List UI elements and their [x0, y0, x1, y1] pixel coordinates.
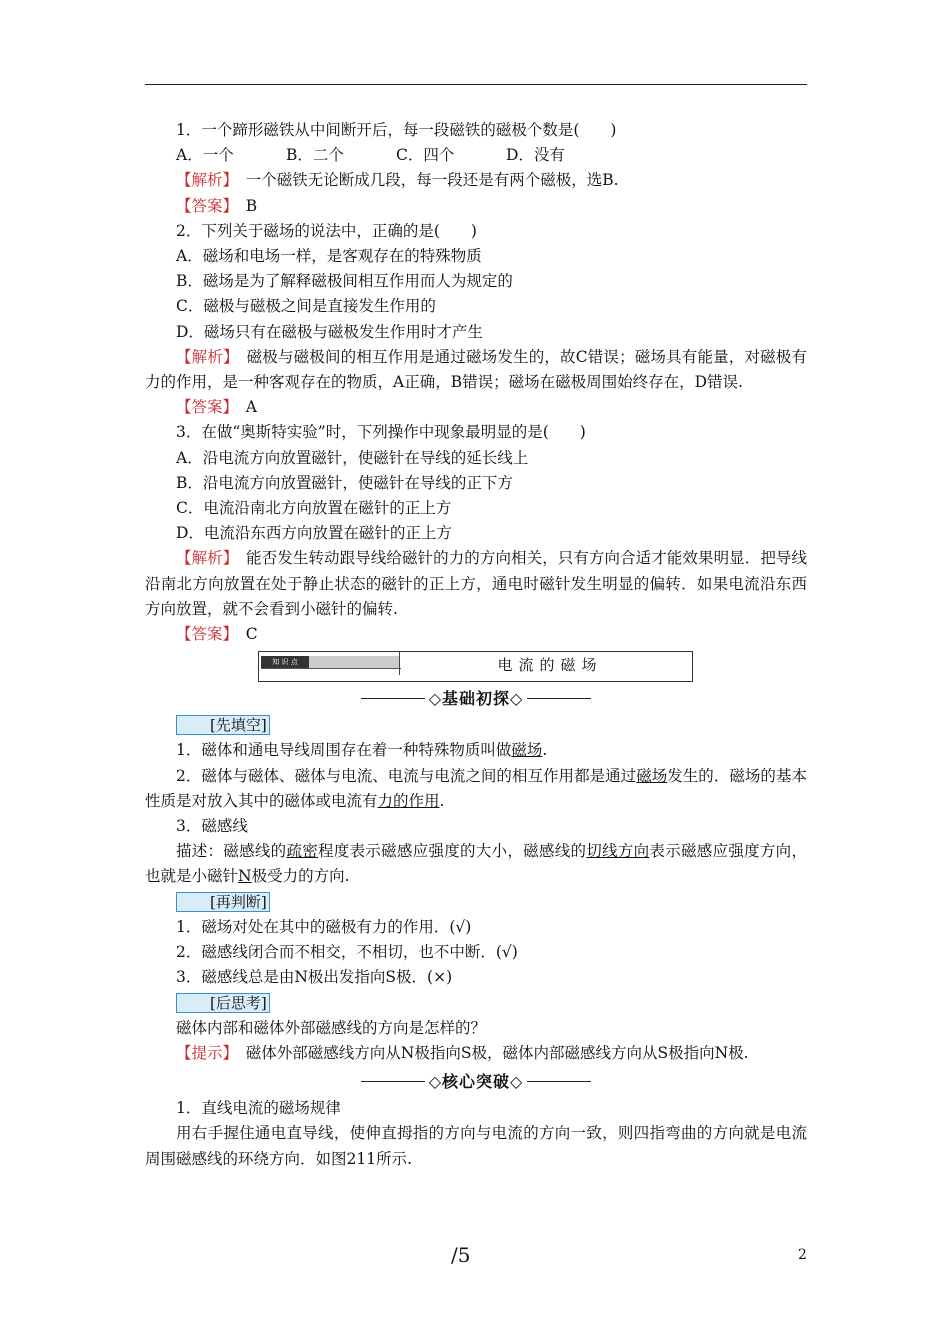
- knowledge-point-separator: [399, 651, 400, 675]
- fill-in-description: 描述：磁感线的疏密程度表示磁感应强度的大小，磁感线的切线方向表示磁感应强度方向，也就是小磁针N极受力的方向.: [145, 842, 807, 886]
- q1-analysis: 【解析】 一个磁铁无论断成几段，每一段还是有两个磁极，选B.: [176, 171, 619, 190]
- q1-option-b: B．二个: [286, 146, 344, 165]
- q1-option-d: D．没有: [506, 146, 565, 165]
- blank-answer: 磁场: [511, 741, 543, 760]
- core-section-header: [145, 1068, 807, 1094]
- q2-option-d: D．磁场只有在磁极与磁极发生作用时才产生: [176, 322, 483, 341]
- document-body: [145, 118, 807, 1172]
- q2-option-a: A．磁场和电场一样，是客观存在的特殊物质: [176, 247, 482, 266]
- think-question: 磁体内部和磁体外部磁感线的方向是怎样的？: [176, 1018, 487, 1037]
- judge-item-3: 3．磁感线总是由N极出发指向S极．(×): [176, 968, 453, 987]
- q3-option-b: B．沿电流方向放置磁针，使磁针在导线的正下方: [176, 473, 513, 492]
- answer-tag: 【答案】: [176, 625, 231, 644]
- fill-in-tag: [先填空]: [176, 715, 270, 735]
- think-tag: [后思考]: [176, 993, 270, 1013]
- q1-option-c: C．四个: [396, 146, 455, 165]
- page-number: /5: [451, 1243, 471, 1267]
- analysis-tag: 【解析】: [176, 347, 231, 366]
- header-line-left: [361, 1081, 425, 1082]
- q1-options: [145, 143, 807, 168]
- answer-tag: 【答案】: [176, 398, 231, 417]
- q3-answer: 【答案】 C: [176, 625, 258, 644]
- analysis-tag: 【解析】: [176, 549, 231, 568]
- header-rule: [145, 84, 807, 85]
- basics-section-header: [145, 685, 807, 711]
- think-tag-line: [145, 991, 807, 1016]
- answer-tag: 【答案】: [176, 196, 231, 215]
- q2-option-c: C．磁极与磁极之间是直接发生作用的: [176, 297, 436, 316]
- q1-stem: 1．一个蹄形磁铁从中间断开后，每一段磁铁的磁极个数是( ): [176, 121, 617, 139]
- q2-analysis: 【解析】 磁极与磁极间的相互作用是通过磁场发生的，故C错误；磁场具有能量，对磁极有力的作用，是一种客观存在的物质，A正确，B错误；磁场在磁极周围始终存在，D错误.: [145, 347, 807, 392]
- q2-stem: 2．下列关于磁场的说法中，正确的是( ): [176, 221, 477, 240]
- knowledge-point-title: 电流的磁场: [497, 656, 603, 675]
- basics-header-title: ◇基础初探◇: [428, 688, 524, 708]
- q3-option-d: D．电流沿东西方向放置在磁针的正上方: [176, 524, 452, 543]
- q3-analysis: 【解析】 能否发生转动跟导线给磁针的力的方向相关，只有方向合适才能效果明显．把导线沿南北方向放置在处于静止状态的磁针的正上方，通电时磁针发生明显的偏转．如果电流沿东西方向放置，就不会看到小磁针的偏转.: [145, 549, 807, 618]
- header-line-left: [361, 698, 425, 699]
- core-item-1-title: 1．直线电流的磁场规律: [176, 1099, 341, 1118]
- judge-tag-line: [145, 890, 807, 915]
- q2-option-b: B．磁场是为了解释磁极间相互作用而人为规定的: [176, 272, 513, 291]
- knowledge-point-underline: [261, 668, 401, 669]
- q3-option-c: C．电流沿南北方向放置在磁针的正上方: [176, 499, 452, 518]
- header-line-right: [527, 698, 591, 699]
- page-corner-number: 2: [798, 1247, 807, 1263]
- q1-answer: 【答案】 B: [176, 196, 258, 215]
- fill-in-item-2: 2．磁体与磁体、磁体与电流、电流与电流之间的相互作用都是通过磁场发生的．磁场的基本性质是对放入其中的磁体或电流有力的作用.: [145, 766, 807, 810]
- analysis-tag: 【解析】: [176, 171, 231, 190]
- blank-answer: 疏密: [286, 842, 319, 861]
- blank-answer: 切线方向: [586, 842, 650, 861]
- judge-tag: [再判断]: [176, 892, 270, 912]
- blank-answer: 磁场: [636, 766, 668, 785]
- judge-item-1: 1．磁场对处在其中的磁极有力的作用．(√): [176, 917, 472, 936]
- q3-option-a: A．沿电流方向放置磁针，使磁针在导线的延长线上: [176, 448, 529, 467]
- q3-stem: 3．在做“奥斯特实验”时，下列操作中现象最明显的是( ): [176, 423, 586, 442]
- hint-tag: 【提示】: [176, 1043, 231, 1062]
- q1-option-a: A．一个: [176, 146, 234, 165]
- judge-item-2: 2．磁感线闭合而不相交，不相切，也不中断．(√): [176, 943, 518, 962]
- q2-answer: 【答案】 A: [176, 398, 257, 417]
- knowledge-point-badge-bar: [309, 656, 399, 668]
- fill-in-tag-line: [145, 713, 807, 738]
- core-item-1-text: 用右手握住通电直导线，使伸直拇指的方向与电流的方向一致，则四指弯曲的方向就是电流周围磁感线的环绕方向．如图211所示.: [145, 1124, 807, 1168]
- knowledge-point-badge: 知 识 点: [261, 656, 309, 668]
- think-hint: 【提示】 磁体外部磁感线方向从N极指向S极，磁体内部磁感线方向从S极指向N极.: [176, 1043, 749, 1062]
- header-line-right: [527, 1081, 591, 1082]
- fill-in-item-1: 1．磁体和通电导线周围存在着一种特殊物质叫做磁场.: [176, 741, 548, 760]
- blank-answer: 力的作用: [377, 791, 440, 810]
- fill-in-item-3: 3．磁感线: [176, 817, 248, 836]
- blank-answer: N: [238, 867, 252, 886]
- core-header-title: ◇核心突破◇: [428, 1071, 524, 1091]
- knowledge-point-banner: [145, 649, 807, 683]
